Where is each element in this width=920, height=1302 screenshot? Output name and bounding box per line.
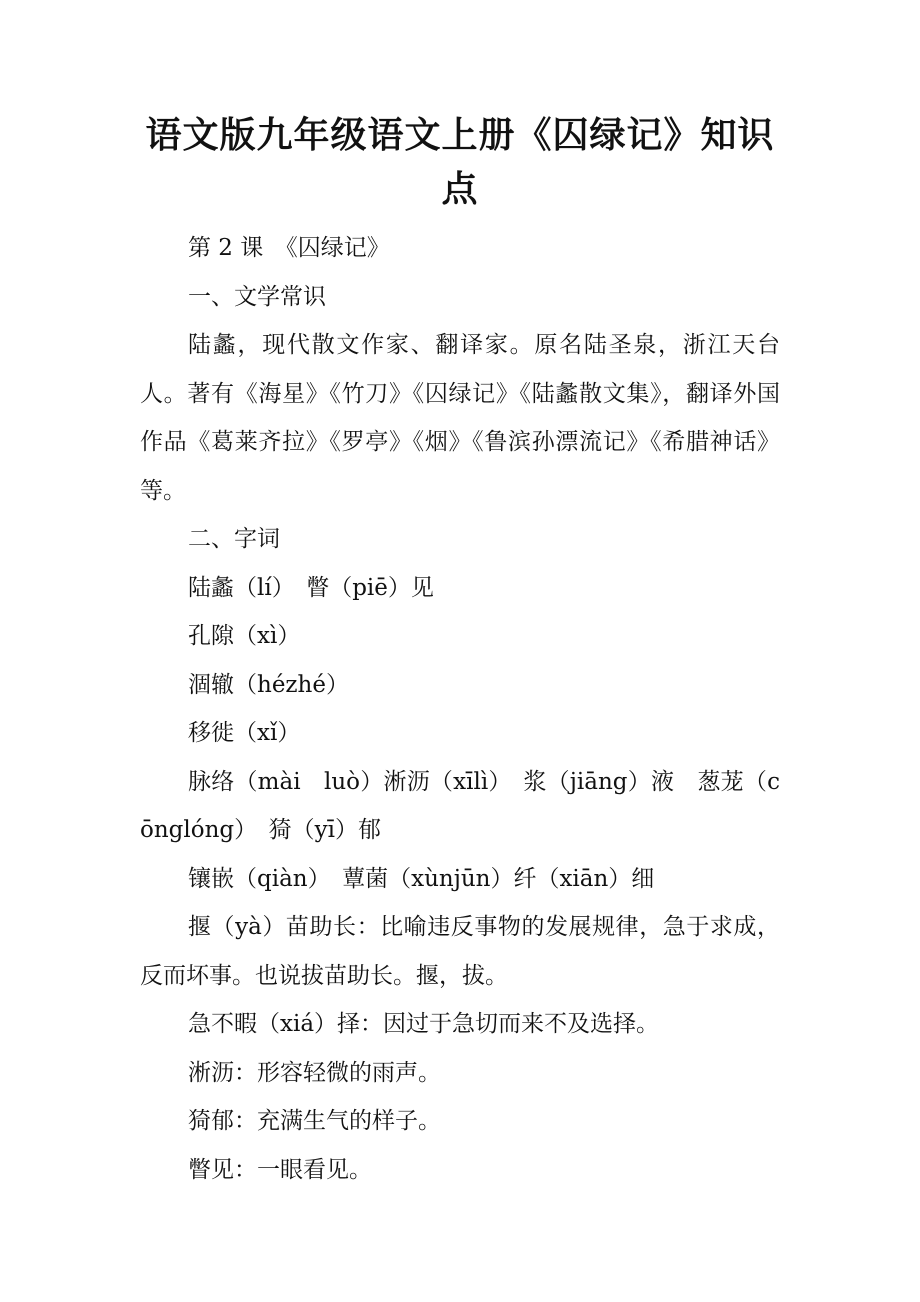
document-title: 语文版九年级语文上册《囚绿记》知识点	[145, 114, 775, 210]
vocab-line: 移徙（xǐ）	[188, 720, 301, 746]
definition-paragraph: 急不暇（xiá）择：因过于急切而来不及选择。	[188, 1011, 660, 1037]
vocab-line: 镶嵌（qiàn） 蕈菌（xùnjūn）纤（xiān）细	[188, 865, 655, 892]
vocab-line: 涸辙（hézhé）	[188, 671, 349, 698]
author-intro-paragraph: 陆蠡，现代散文作家、翻译家。原名陆圣泉，浙江天台人。著有《海星》《竹刀》《囚绿记》《陆蠡散文集》，翻译外国作品《葛莱齐拉》《罗亭》《烟》《鲁滨孙漂流记》《希腊神话》等。	[140, 332, 780, 504]
definition-paragraph: 揠（yà）苗助长：比喻违反事物的发展规律，急于求成，反而坏事。也说拔苗助长。揠，拔。	[140, 914, 780, 989]
document-body	[140, 224, 780, 1194]
definition-paragraph: 瞥见：一眼看见。	[188, 1156, 372, 1183]
vocab-line: 脉络（mài luò）淅沥（xīlì） 浆（jiāng）液 葱茏（cōnglóng） 猗（yī）郁	[140, 768, 780, 843]
lesson-heading: 第 2 课 《囚绿记》	[188, 235, 390, 261]
section-heading-vocabulary: 二、字词	[188, 526, 280, 552]
vocab-line: 孔隙（xì）	[188, 623, 301, 649]
definition-paragraph: 猗郁：充满生气的样子。	[188, 1108, 441, 1134]
vocab-line: 陆蠡（lí） 瞥（piē）见	[188, 574, 434, 601]
definition-paragraph: 淅沥：形容轻微的雨声。	[188, 1059, 441, 1086]
section-heading-literature: 一、文学常识	[188, 283, 326, 310]
